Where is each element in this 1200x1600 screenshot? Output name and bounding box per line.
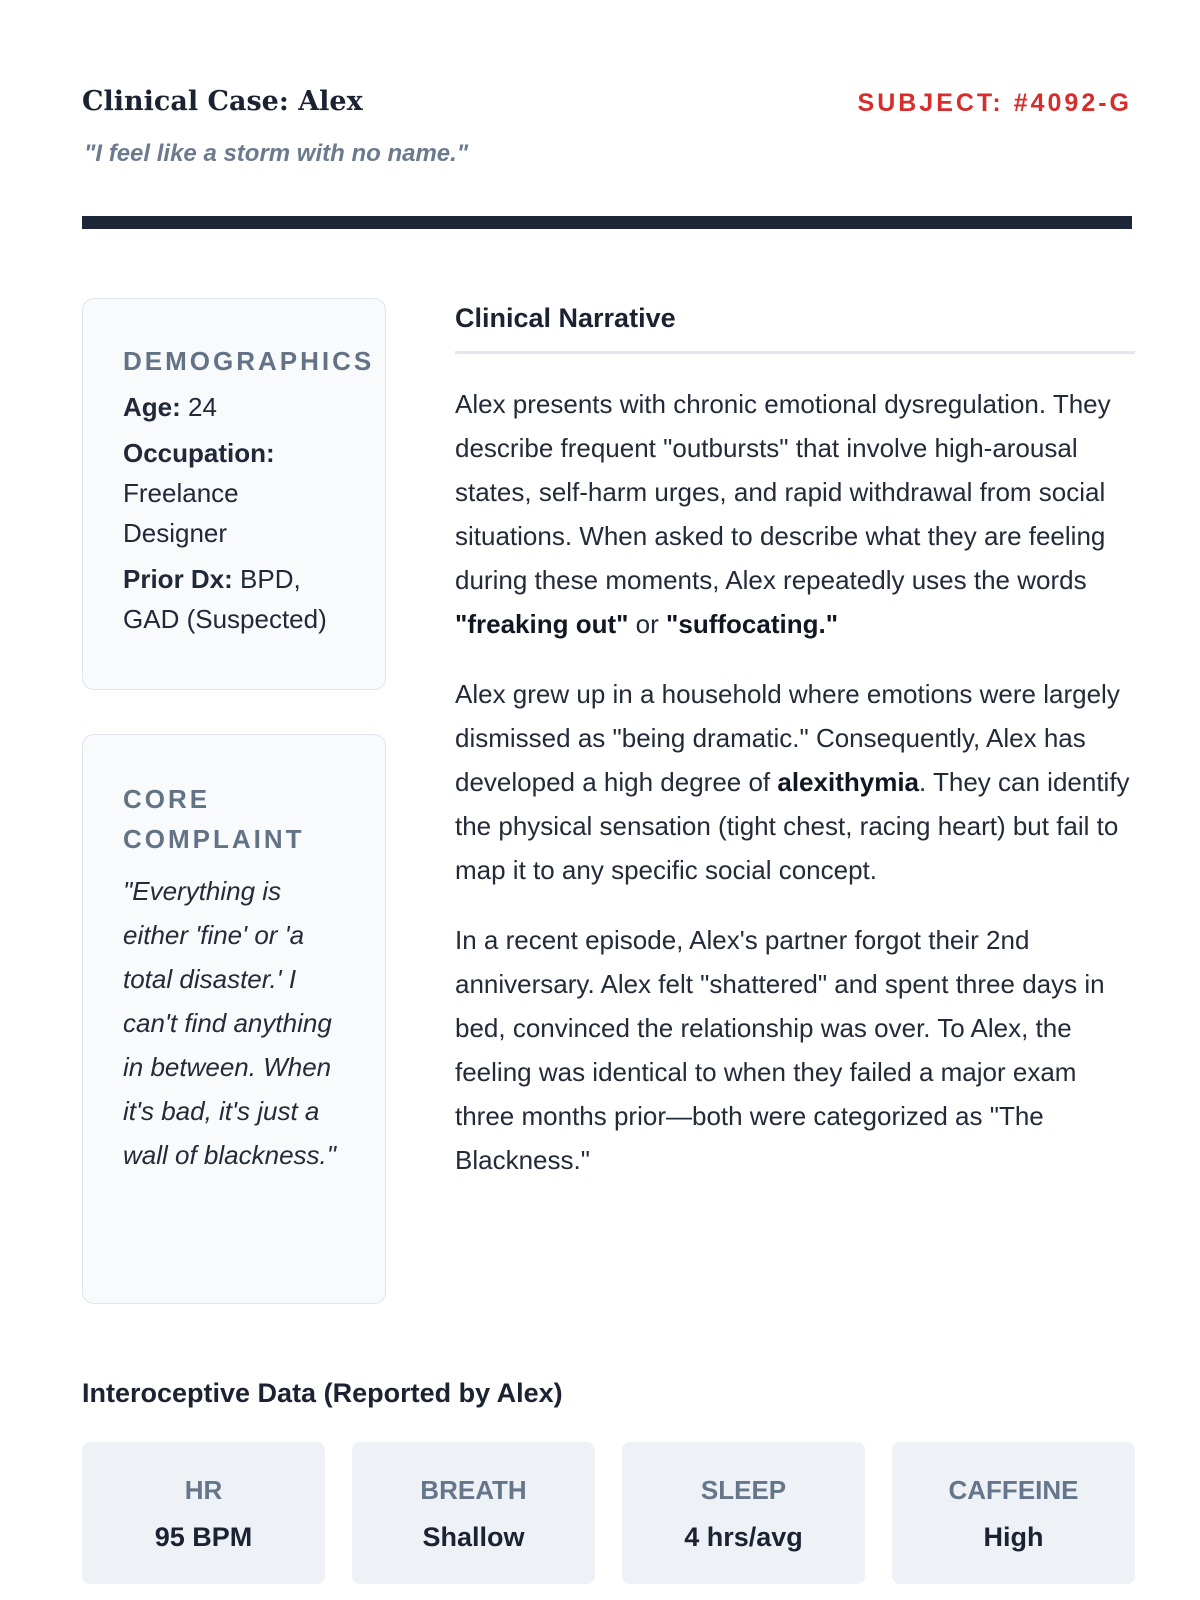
prior-dx-row (123, 559, 345, 639)
interoceptive-metrics (82, 1442, 1135, 1584)
prior-dx-value: BPD, GAD (Suspected) (123, 564, 327, 634)
narrative-text: In a recent episode, Alex's partner forgot their 2nd anniversary. Alex felt "shattered" and spent three days in bed, convinced the relationship was over. To Alex, the feeling was identical to when they failed a major exam three months prior—both were categorized as "The Blackness." (455, 925, 1105, 1175)
narrative-emphasis: alexithymia (777, 767, 920, 797)
narrative-paragraph (455, 672, 1135, 892)
prior-dx-label: Prior Dx: (123, 564, 233, 594)
core-complaint-heading: CORE COMPLAINT (123, 784, 305, 854)
core-complaint-card (82, 734, 386, 1304)
clinical-narrative (455, 298, 1135, 1182)
occupation-row (123, 433, 345, 553)
narrative-text: or (628, 609, 667, 639)
metric-label: BREATH (420, 1475, 527, 1505)
case-title: Clinical Case: Alex (82, 86, 363, 117)
age-row (123, 387, 345, 427)
metric-value: High (983, 1522, 1044, 1552)
subject-id: SUBJECT: #4092-G (857, 89, 1132, 117)
header-quote: "I feel like a storm with no name." (84, 140, 469, 167)
metric-label: SLEEP (700, 1475, 787, 1505)
metric-card-caffeine (892, 1442, 1135, 1584)
demographics-card (82, 298, 386, 690)
metric-label: HR (184, 1475, 223, 1505)
narrative-paragraph (455, 382, 1135, 646)
narrative-title: Clinical Narrative (455, 298, 1135, 354)
interoceptive-data-title: Interoceptive Data (Reported by Alex) (82, 1378, 563, 1408)
metric-value: 95 BPM (154, 1522, 253, 1552)
occupation-label: Occupation: (123, 438, 275, 468)
metric-label: CAFFEINE (948, 1475, 1079, 1505)
narrative-text: . They can identify the physical sensation (tight chest, racing heart) but fail to map it to any specific social concept. (455, 767, 1130, 885)
narrative-text: Alex presents with chronic emotional dysregulation. They describe frequent "outbursts" that involve high-arousal states, self-harm urges, and rapid withdrawal from social situations. When asked to describe what they are feeling during these moments, Alex repeatedly uses the words (455, 389, 1111, 595)
metric-card-breath (352, 1442, 595, 1584)
age-value: 24 (188, 392, 217, 422)
core-complaint-quote: "Everything is either 'fine' or 'a total disaster.' I can't find anything in between. When it's bad, it's just a wall of blackness." (123, 876, 336, 1170)
narrative-paragraph (455, 918, 1135, 1182)
metric-card-sleep (622, 1442, 865, 1584)
narrative-text: Alex grew up in a household where emotions were largely dismissed as "being dramatic." Consequently, Alex has developed a high degree of (455, 679, 1120, 797)
metric-value: Shallow (422, 1522, 525, 1552)
occupation-value: Freelance Designer (123, 478, 239, 548)
header-divider (82, 216, 1132, 229)
age-label: Age: (123, 392, 181, 422)
metric-value: 4 hrs/avg (684, 1522, 803, 1552)
demographics-heading: DEMOGRAPHICS (123, 346, 375, 376)
narrative-emphasis: "suffocating." (666, 609, 839, 639)
metric-card-hr (82, 1442, 325, 1584)
narrative-emphasis: "freaking out" (455, 609, 629, 639)
